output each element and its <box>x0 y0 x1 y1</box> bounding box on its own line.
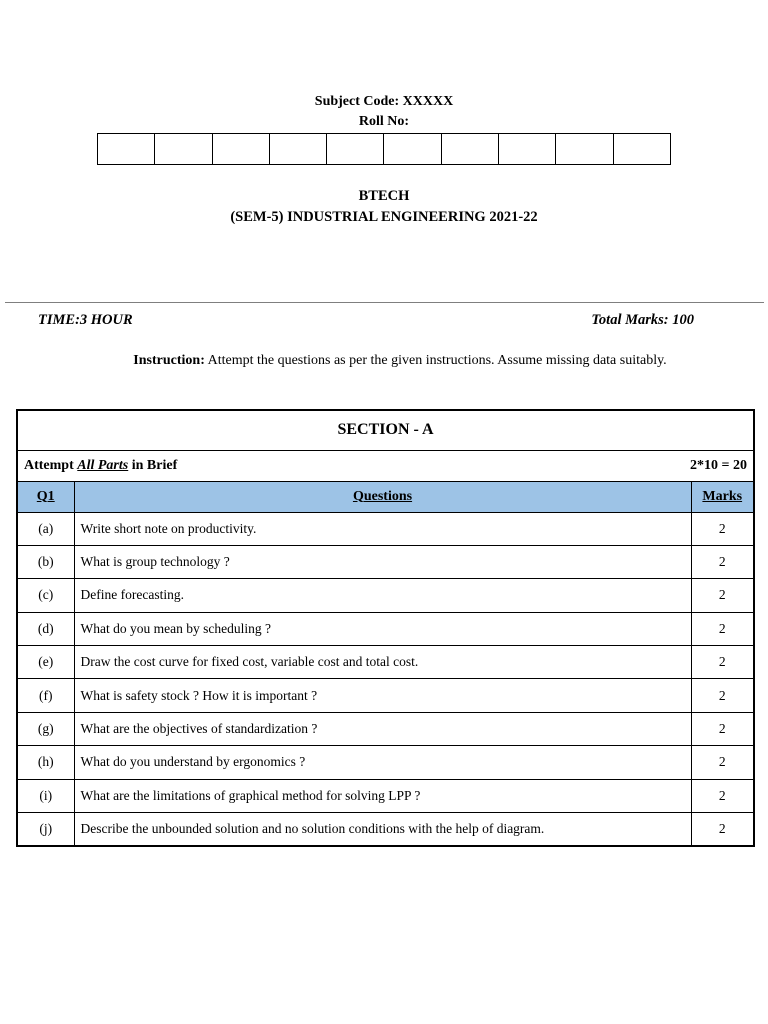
roll-number-box <box>327 134 384 164</box>
question-marks: 2 <box>691 813 754 846</box>
roll-number-box <box>384 134 441 164</box>
question-marks: 2 <box>691 612 754 645</box>
subject-code: Subject Code: XXXXX <box>314 94 454 109</box>
question-row <box>17 679 754 712</box>
roll-number-box <box>442 134 499 164</box>
question-text: Define forecasting. <box>74 579 691 612</box>
question-number: (b) <box>17 545 74 578</box>
question-text: Describe the unbounded solution and no solution conditions with the help of diagram. <box>74 813 691 846</box>
roll-number-box <box>556 134 613 164</box>
section-header-row <box>17 410 754 450</box>
roll-number-box <box>213 134 270 164</box>
instruction-text: Attempt the questions as per the given instructions. Assume missing data suitably. <box>204 353 667 368</box>
question-row <box>17 712 754 745</box>
question-marks: 2 <box>691 779 754 812</box>
section-a-table <box>16 409 755 847</box>
question-number: (i) <box>17 779 74 812</box>
question-text: Draw the cost curve for fixed cost, variable cost and total cost. <box>74 646 691 679</box>
header-divider <box>5 302 764 303</box>
question-number: (j) <box>17 813 74 846</box>
attempt-row <box>17 450 754 481</box>
attempt-instruction <box>24 458 177 474</box>
question-marks: 2 <box>691 646 754 679</box>
question-marks: 2 <box>691 712 754 745</box>
course-name: BTECH <box>358 188 410 204</box>
question-row <box>17 746 754 779</box>
column-questions: Questions <box>74 481 691 512</box>
question-number: (h) <box>17 746 74 779</box>
instruction-label: Instruction: <box>133 353 205 368</box>
roll-number-box <box>614 134 670 164</box>
roll-number-boxes <box>97 133 671 165</box>
section-title: SECTION - A <box>17 410 754 450</box>
question-text: What is safety stock ? How it is important ? <box>74 679 691 712</box>
question-text: Write short note on productivity. <box>74 512 691 545</box>
total-marks: Total Marks: 100 <box>591 312 694 328</box>
question-marks: 2 <box>691 545 754 578</box>
question-number: (g) <box>17 712 74 745</box>
attempt-cell <box>17 450 754 481</box>
column-q-number: Q1 <box>17 481 74 512</box>
question-number: (f) <box>17 679 74 712</box>
question-row <box>17 612 754 645</box>
question-number: (c) <box>17 579 74 612</box>
question-row <box>17 545 754 578</box>
roll-number-box <box>499 134 556 164</box>
attempt-prefix: Attempt <box>24 457 78 473</box>
question-text: What do you understand by ergonomics ? <box>74 746 691 779</box>
column-marks: Marks <box>691 481 754 512</box>
question-marks: 2 <box>691 679 754 712</box>
question-marks: 2 <box>691 579 754 612</box>
question-number: (a) <box>17 512 74 545</box>
question-row <box>17 779 754 812</box>
question-number: (e) <box>17 646 74 679</box>
question-marks: 2 <box>691 746 754 779</box>
attempt-emphasis: All Parts <box>77 457 129 473</box>
attempt-suffix: in Brief <box>128 457 178 473</box>
exam-time: TIME:3 HOUR <box>38 312 133 328</box>
question-row <box>17 579 754 612</box>
roll-number-box <box>155 134 212 164</box>
roll-number-box <box>270 134 327 164</box>
question-row <box>17 646 754 679</box>
roll-number-box <box>98 134 155 164</box>
question-marks: 2 <box>691 512 754 545</box>
question-number: (d) <box>17 612 74 645</box>
questions-body <box>17 512 754 846</box>
question-text: What are the limitations of graphical method for solving LPP ? <box>74 779 691 812</box>
instruction <box>0 352 768 370</box>
roll-no-label: Roll No: <box>358 114 410 129</box>
question-row <box>17 512 754 545</box>
question-text: What is group technology ? <box>74 545 691 578</box>
column-header-row <box>17 481 754 512</box>
question-text: What are the objectives of standardization ? <box>74 712 691 745</box>
subject-title: (SEM-5) INDUSTRIAL ENGINEERING 2021-22 <box>230 209 538 225</box>
attempt-marks: 2*10 = 20 <box>690 457 747 473</box>
question-row <box>17 813 754 846</box>
question-text: What do you mean by scheduling ? <box>74 612 691 645</box>
